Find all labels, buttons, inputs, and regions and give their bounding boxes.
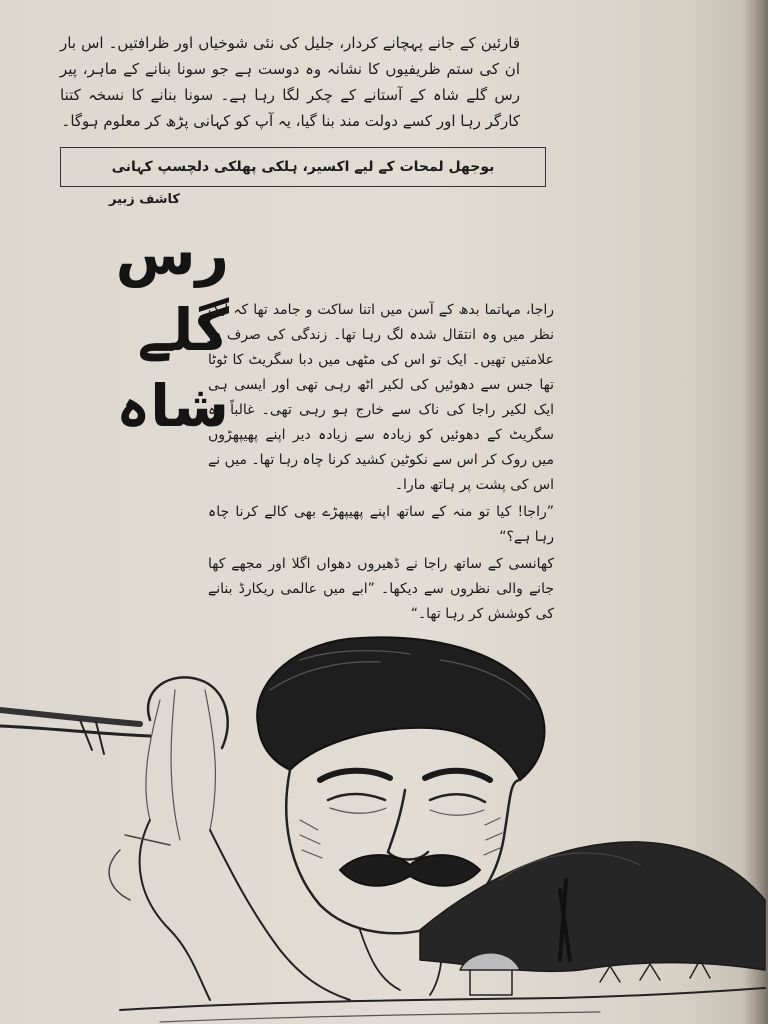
story-paragraph: راجا، مہاتما بدھ کے آسن میں اتنا ساکت و جامد تھا کہ ایک نظر میں وہ انتقال شدہ لگ رہا تھا۔ زندگی کی صرف دو علامتیں تھیں۔ ایک تو اس کی مٹھی میں دبا سگریٹ کا ٹوٹا تھا جس سے دھوئیں کی لکیر اٹھ رہی تھی اور ایسی ہی ایک لکیر راجا کی ناک سے خارج ہو رہی تھی۔ غالباً وہ سگریٹ کے دھوئیں کو زیادہ سے زیادہ دیر اپنے پھیپھڑوں میں روک کر اس سے نکوٹین کشید کرنا چاہ رہا تھا۔ میں نے اس کی پشت پر ہاتھ مارا۔ — [208, 302, 554, 493]
story-paragraph: کھانسی کے ساتھ راجا نے ڈھیروں دھواں اگلا اور مجھے کھا جانے والی نظروں سے دیکھا۔ ”ابے میں عالمی ریکارڈ بنانے کی کوشش کر رہا تھا۔“ — [208, 556, 554, 622]
story-illustration — [0, 630, 768, 1024]
story-intro — [60, 30, 520, 134]
tagline-text: بوجھل لمحات کے لیے اکسیر، ہلکی پھلکی دلچسپ کہانی — [111, 159, 495, 175]
story-paragraph: ”راجا! کیا تو منہ کے ساتھ اپنے پھیپھڑے بھی کالے کرنا چاہ رہا ہے؟“ — [208, 504, 554, 545]
intro-paragraph: قارئین کے جانے پہچانے کردار، جلیل کی نئی شوخیاں اور ظرافتیں۔ اس بار ان کی ستم ظریفیوں کا نشانہ وہ دوست ہے جو سونا بنانے کے ماہر، پیر رس گلے شاہ کے آستانے کے چکر لگا رہا ہے۔ سونا بنانے کا نسخہ کتنا کارگر رہا اور کسے دولت مند بنا گیا، یہ آپ کو کہانی پڑھ کر معلوم ہوگا۔ — [60, 34, 520, 130]
story-title: رس گلے شاہ — [115, 220, 229, 440]
story-body — [208, 298, 554, 629]
tagline-box — [60, 147, 546, 187]
author-name: کاشف زبیر — [109, 192, 180, 207]
